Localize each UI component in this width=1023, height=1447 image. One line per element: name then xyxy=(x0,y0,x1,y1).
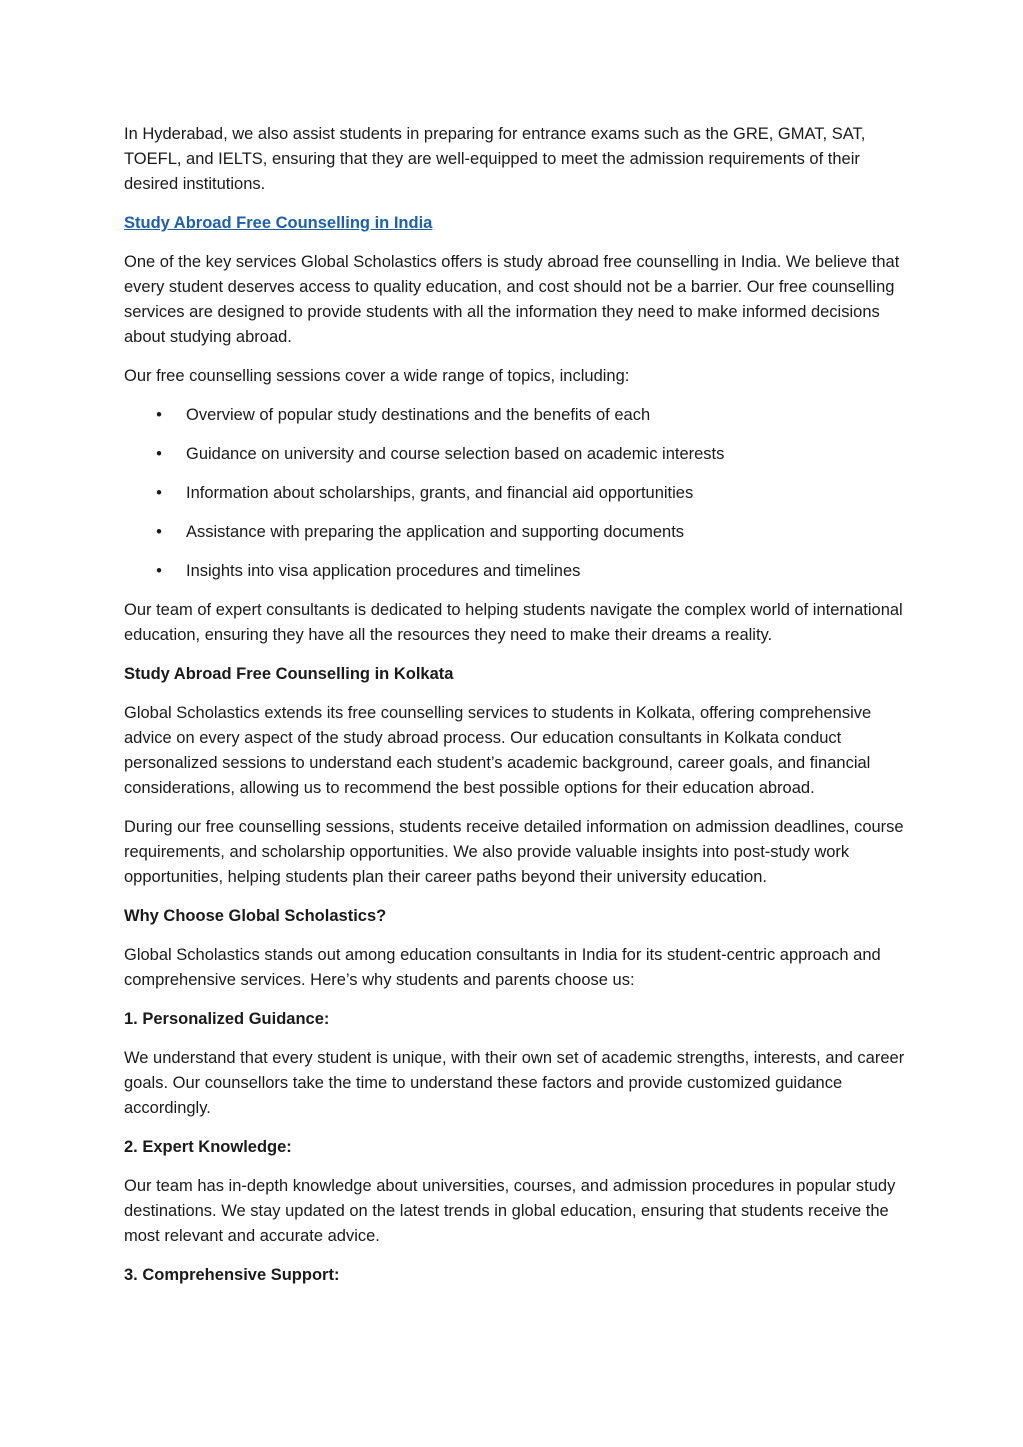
list-item-text: Guidance on university and course selection based on academic interests xyxy=(186,445,725,463)
bullet-icon: • xyxy=(156,406,162,424)
document-page xyxy=(124,122,914,1302)
list-item-text: Assistance with preparing the application and supporting documents xyxy=(186,523,685,541)
heading-personalized-guidance: 1. Personalized Guidance: xyxy=(124,1010,330,1028)
list-item xyxy=(124,520,914,545)
paragraph-topics-intro: Our free counselling sessions cover a wide range of topics, including: xyxy=(124,367,630,385)
bullet-icon: • xyxy=(156,445,162,463)
link-study-abroad-free-counselling-india[interactable]: Study Abroad Free Counselling in India xyxy=(124,214,433,232)
heading-kolkata: Study Abroad Free Counselling in Kolkata xyxy=(124,665,454,683)
list-item-text: Insights into visa application procedures and timelines xyxy=(186,562,581,580)
paragraph-personalized-guidance: We understand that every student is unique, with their own set of academic strengths, interests, and career goals. Our counsellors take the time to understand these factors and provide customized guidance accordingly. xyxy=(124,1049,905,1117)
paragraph-counselling-sessions: During our free counselling sessions, students receive detailed information on admission deadlines, course requirements, and scholarship opportunities. We also provide valuable insights into post-study work opportunities, helping students plan their career paths beyond their university education. xyxy=(124,818,904,886)
bullet-icon: • xyxy=(156,562,162,580)
paragraph-kolkata-services: Global Scholastics extends its free counselling services to students in Kolkata, offering comprehensive advice on every aspect of the study abroad process. Our education consultants in Kolkata conduct personalized sessions to understand each student’s academic background, career goals, and financial considerations, allowing us to recommend the best possible options for their education abroad. xyxy=(124,704,872,797)
list-item xyxy=(124,403,914,428)
heading-expert-knowledge: 2. Expert Knowledge: xyxy=(124,1138,292,1156)
heading-comprehensive-support: 3. Comprehensive Support: xyxy=(124,1266,340,1284)
topics-list xyxy=(124,403,914,584)
heading-why-choose: Why Choose Global Scholastics? xyxy=(124,907,387,925)
list-item xyxy=(124,559,914,584)
paragraph-hyderabad-exams: In Hyderabad, we also assist students in preparing for entrance exams such as the GRE, GMAT, SAT, TOEFL, and IELTS, ensuring that they are well-equipped to meet the admission requirements of their desired institutions. xyxy=(124,125,866,193)
bullet-icon: • xyxy=(156,484,162,502)
list-item-text: Information about scholarships, grants, and financial aid opportunities xyxy=(186,484,694,502)
paragraph-expert-knowledge: Our team has in-depth knowledge about universities, courses, and admission procedures in popular study destinations. We stay updated on the latest trends in global education, ensuring that students receive the most relevant and accurate advice. xyxy=(124,1177,896,1245)
list-item-text: Overview of popular study destinations and the benefits of each xyxy=(186,406,651,424)
paragraph-expert-team: Our team of expert consultants is dedicated to helping students navigate the complex world of international education, ensuring they have all the resources they need to make their dreams a reality. xyxy=(124,601,903,644)
paragraph-why-choose: Global Scholastics stands out among education consultants in India for its student-centric approach and comprehensive services. Here’s why students and parents choose us: xyxy=(124,946,881,989)
list-item xyxy=(124,481,914,506)
list-item xyxy=(124,442,914,467)
paragraph-free-counselling-intro: One of the key services Global Scholastics offers is study abroad free counselling in India. We believe that every student deserves access to quality education, and cost should not be a barrier. Our free counselling services are designed to provide students with all the information they need to make informed decisions about studying abroad. xyxy=(124,253,900,346)
bullet-icon: • xyxy=(156,523,162,541)
